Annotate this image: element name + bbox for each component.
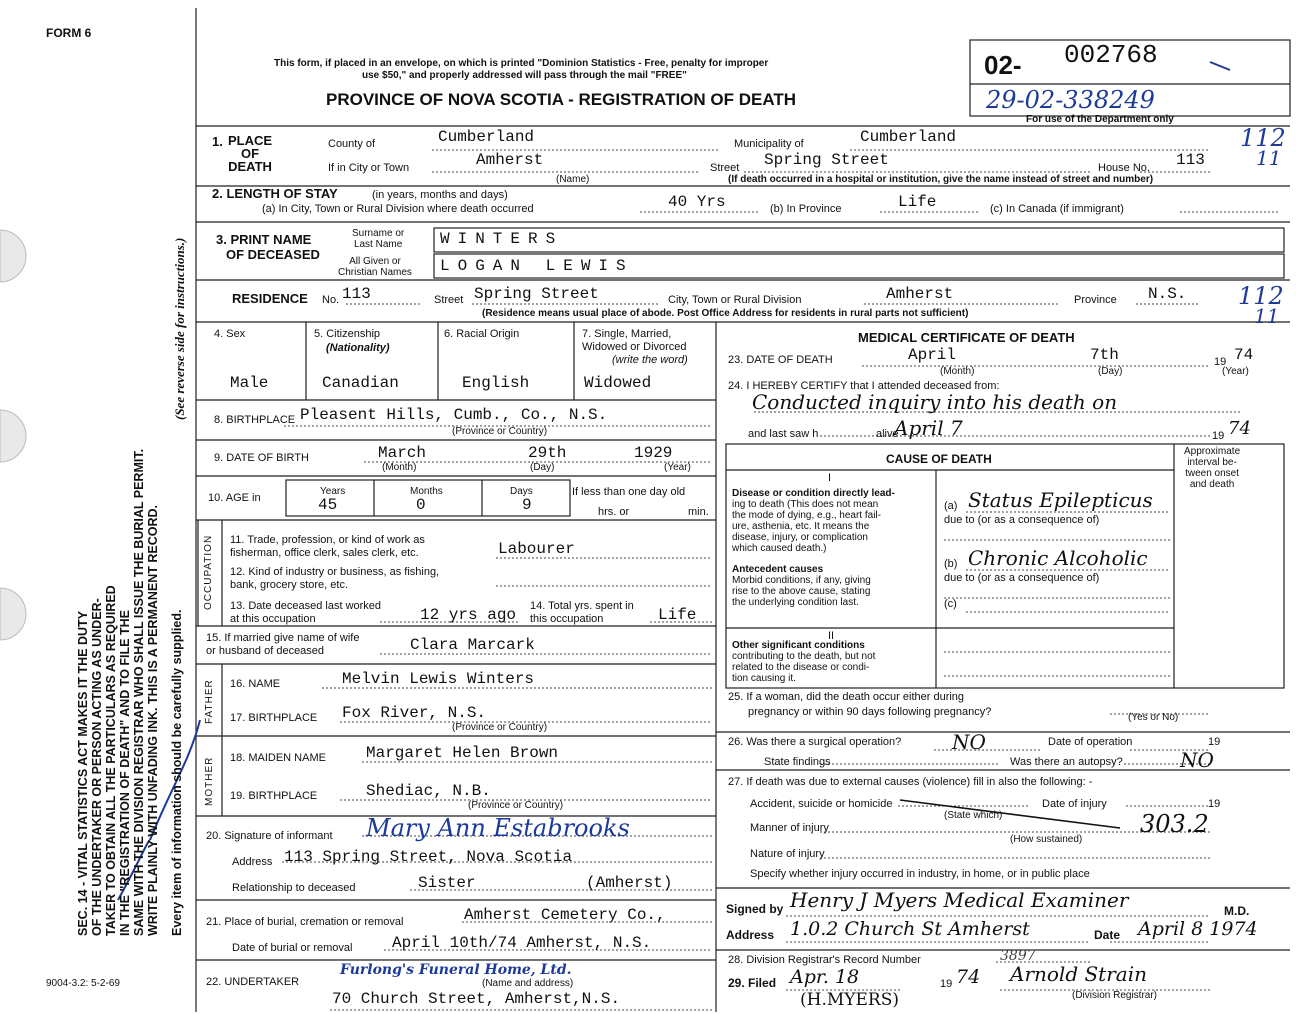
- racial-label: 6. Racial Origin: [444, 328, 520, 340]
- birthplace-hint: (Province or Country): [452, 426, 548, 437]
- reg-handwritten: 29-02-338249: [986, 86, 1155, 114]
- sec14-notice: SEC. 14 - VITAL STATISTICS ACT MAKES IT THE DUTY OF THE UNDERTAKER OR PERSON ACTING AS UNDER- TAKER TO OBTAIN ALL THE PARTICULARS AS REQUIRED IN THE "REGISTRATION OF DEATH" AND TO FILE THE SAME WITH THE DIVISION REGISTRAR WHO SHALL ISSUE THE BURIAL PERMIT. WRITE PLAINLY WITH UNFADING INK. THIS IS A PERMANENT RECORD.: [76, 448, 160, 936]
- sex-value: Male: [230, 374, 269, 392]
- autopsy-value: NO: [1180, 748, 1214, 772]
- given-label: All Given or Christian Names: [338, 256, 412, 278]
- accident-label: Accident, suicide or homicide: [750, 798, 893, 810]
- undertaker-hint: (Name and address): [482, 978, 574, 989]
- address-value: 1.0.2 Church St Amherst: [790, 918, 1030, 940]
- q27-label: 27. If death was due to external causes (violence) fill in also the following: -: [728, 776, 1093, 788]
- birthplace-value: Pleasent Hills, Cumb., Co., N.S.: [300, 406, 608, 424]
- injury-date-label: Date of injury: [1042, 798, 1107, 810]
- reg-prefix: 02-: [984, 50, 1022, 80]
- given-value: LOGAN LEWIS: [440, 257, 634, 275]
- informant-sig-label: 20. Signature of informant: [206, 830, 333, 842]
- last-saw-value: April 7: [894, 416, 963, 440]
- nature-label: Nature of injury: [750, 848, 825, 860]
- county-label: County of: [328, 138, 376, 150]
- q26-value: NO: [952, 730, 986, 754]
- res-street-label: Street: [434, 294, 464, 306]
- spouse-value: Clara Marcark: [410, 636, 535, 654]
- dod-month: April: [908, 346, 957, 364]
- street-label: Street: [710, 162, 740, 174]
- city-value: Amherst: [476, 151, 544, 169]
- every-item-notice: Every item of information should be carefully supplied.: [170, 609, 184, 936]
- res-city-value: Amherst: [886, 285, 954, 303]
- father-bp-value: Fox River, N.S.: [342, 704, 487, 722]
- citizenship-value: Canadian: [322, 374, 399, 392]
- burial-place-value: Amherst Cemetery Co.,: [464, 906, 666, 924]
- burial-date-label: Date of burial or removal: [232, 942, 353, 954]
- marital-label: 7. Single, Married, Widowed or Divorced (write the word): [582, 328, 688, 366]
- part-2-label: II: [828, 630, 835, 642]
- stay-b-label: (b) In Province: [770, 203, 842, 215]
- cause-title: CAUSE OF DEATH: [886, 452, 992, 466]
- op-date-label: Date of operation: [1048, 736, 1133, 748]
- stay-label: 2. LENGTH OF STAY: [212, 186, 338, 201]
- alive-label: alive: [876, 428, 899, 440]
- burial-date-value: April 10th/74 Amherst, N.S.: [392, 934, 652, 952]
- father-side: FATHER: [204, 679, 215, 724]
- citizenship-label: 5. Citizenship: [314, 328, 381, 340]
- antecedent-label: Antecedent causes Morbid conditions, if any, giving rise to the above cause, stating the underlying condition last.: [732, 564, 871, 608]
- city-label: If in City or Town: [328, 162, 410, 174]
- hmyers-note: (H.MYERS): [800, 990, 899, 1010]
- code-3: 112: [1238, 282, 1284, 310]
- res-prov-value: N.S.: [1148, 285, 1187, 303]
- informant-addr-value: 113 Spring Street, Nova Scotia: [284, 848, 573, 866]
- place-label: PLACE OF DEATH: [228, 133, 273, 174]
- disease-label: Disease or condition directly lead- ing to death (This does not mean the mode of dying, e.g., heart fail- ure, asthenia, etc. It means the disease, injury, or complication which caused death.): [732, 488, 895, 554]
- occupation-side: OCCUPATION: [203, 534, 214, 610]
- certify-value: Conducted inquiry into his death on: [752, 390, 1118, 414]
- undertaker-label: 22. UNDERTAKER: [206, 976, 300, 988]
- other-label: Other significant conditions contributing to the death, but not related to the disease or condi- tion causing it.: [732, 640, 876, 684]
- res-street-value: Spring Street: [474, 285, 599, 303]
- registrar-signature: Arnold Strain: [1010, 962, 1147, 986]
- informant-rel-label: Relationship to deceased: [232, 882, 356, 894]
- code-1: 112: [1240, 124, 1286, 152]
- mother-name-value: Margaret Helen Brown: [366, 744, 559, 762]
- dod-year-hint: (Year): [1222, 366, 1249, 377]
- specify-label: Specify whether injury occurred in industry, in home, or in public place: [750, 868, 1090, 880]
- notice-line-1: This form, if placed in an envelope, on which is printed "Dominion Statistics - Free, penalty for improper: [274, 58, 769, 69]
- age-label: 10. AGE in: [208, 492, 261, 504]
- cause-a-label: (a): [944, 500, 958, 512]
- code-2: 11: [1256, 146, 1282, 170]
- filed-value: Apr. 18: [790, 966, 860, 988]
- place-num: 1.: [212, 134, 223, 149]
- stay-a-label: (a) In City, Town or Rural Division where death occurred: [262, 203, 534, 215]
- trade-value: Labourer: [498, 540, 575, 558]
- part-1-label: I: [828, 472, 832, 484]
- form-number: FORM 6: [46, 26, 92, 40]
- father-name-value: Melvin Lewis Winters: [342, 670, 535, 688]
- last-saw-label: and last saw h: [748, 428, 819, 440]
- surname-label: Surname or Last Name: [352, 228, 405, 250]
- marital-value: Widowed: [584, 374, 652, 392]
- mother-bp-value: Shediac, N.B.: [366, 782, 491, 800]
- lt-day-label: If less than one day old: [572, 486, 686, 498]
- dob-label: 9. DATE OF BIRTH: [214, 452, 309, 464]
- q28-label: 28. Division Registrar's Record Number: [728, 954, 921, 966]
- address-label: Address: [726, 928, 775, 942]
- age-years: 45: [318, 496, 338, 514]
- date-label: Date: [1094, 928, 1121, 942]
- filed-century: 19: [940, 978, 953, 990]
- stay-b-value: Life: [898, 193, 937, 211]
- burial-place-label: 21. Place of burial, cremation or removal: [206, 916, 404, 928]
- due-label-b: due to (or as a consequence of): [944, 572, 1100, 584]
- dob-month-hint: (Month): [382, 462, 417, 473]
- notice-line-2: use $50," and properly addressed will pass through the mail "FREE": [362, 70, 687, 81]
- name-label: 3. PRINT NAME OF DECEASED: [216, 232, 320, 262]
- industry-label: 12. Kind of industry or business, as fishing, bank, grocery store, etc.: [230, 566, 440, 591]
- res-prov-label: Province: [1074, 294, 1117, 306]
- interval-label: Approximate interval be- tween onset and death: [1184, 446, 1241, 490]
- how-sustained-hint: (How sustained): [1010, 834, 1083, 845]
- cause-a-value: Status Epilepticus: [968, 488, 1153, 512]
- sex-label: 4. Sex: [214, 328, 246, 340]
- stay-a-value: 40 Yrs: [668, 193, 726, 211]
- father-name-label: 16. NAME: [230, 678, 281, 690]
- page-title: PROVINCE OF NOVA SCOTIA - REGISTRATION OF DEATH: [326, 90, 797, 109]
- dod-day: 7th: [1090, 346, 1119, 364]
- father-bp-hint: (Province or Country): [452, 722, 548, 733]
- undertaker-stamp: Furlong's Funeral Home, Ltd.: [340, 962, 572, 978]
- county-value: Cumberland: [438, 128, 535, 146]
- days-label: Days: [510, 486, 533, 497]
- filed-year: 74: [956, 966, 981, 988]
- medical-title: MEDICAL CERTIFICATE OF DEATH: [858, 330, 1075, 345]
- dob-month: March: [378, 444, 427, 462]
- trade-label: 11. Trade, profession, or kind of work as fisherman, office clerk, sales clerk, etc.: [230, 534, 425, 559]
- residence-note: (Residence means usual place of abode. Post Office Address for residents in rural parts not sufficient): [482, 308, 969, 319]
- res-city-label: City, Town or Rural Division: [668, 294, 802, 306]
- stay-unit-hint: (in years, months and days): [372, 189, 508, 201]
- res-no-label: No.: [322, 294, 340, 306]
- yes-no-hint: (Yes or No): [1128, 712, 1179, 723]
- last-saw-century: 19: [1212, 430, 1225, 442]
- father-bp-label: 17. BIRTHPLACE: [230, 712, 318, 724]
- street-value: Spring Street: [764, 151, 889, 169]
- cause-c-label: (c): [944, 598, 957, 610]
- certify-label: 24. I HEREBY CERTIFY that I attended deceased from:: [728, 380, 1000, 392]
- q28-value: 3897: [1000, 948, 1036, 964]
- dod-label: 23. DATE OF DEATH: [728, 354, 833, 366]
- dob-year: 1929: [634, 444, 673, 462]
- informant-rel-extra: (Amherst): [586, 874, 673, 892]
- municipality-value: Cumberland: [860, 128, 957, 146]
- res-no-value: 113: [342, 285, 371, 303]
- min-label: min.: [688, 506, 709, 518]
- dod-year: 74: [1234, 346, 1254, 364]
- see-reverse-note: (See reverse side for instructions.): [172, 237, 187, 420]
- signed-value: Henry J Myers Medical Examiner: [790, 888, 1129, 912]
- reg-number: 002768: [1064, 40, 1158, 70]
- dod-month-hint: (Month): [940, 366, 975, 377]
- q26-label: 26. Was there a surgical operation?: [728, 736, 902, 748]
- date-value: April 8 1974: [1138, 918, 1258, 940]
- months-label: Months: [410, 486, 443, 497]
- state-which-hint: (State which): [944, 810, 1003, 821]
- op-century: 19: [1208, 736, 1221, 748]
- citizenship-hint: (Nationality): [326, 342, 390, 354]
- signed-label: Signed by: [726, 902, 784, 916]
- due-label-a: due to (or as a consequence of): [944, 514, 1100, 526]
- dob-year-hint: (Year): [664, 462, 691, 473]
- spouse-label: 15. If married give name of wife or husband of deceased: [206, 632, 360, 657]
- findings-label: State findings: [764, 756, 831, 768]
- dob-day: 29th: [528, 444, 567, 462]
- total-value: Life: [658, 606, 697, 624]
- print-code: 9004-3.2: 5-2-69: [46, 978, 120, 989]
- informant-signature: Mary Ann Estabrooks: [366, 814, 630, 842]
- hrs-label: hrs. or: [598, 506, 630, 518]
- racial-value: English: [462, 374, 530, 392]
- age-days: 9: [522, 496, 532, 514]
- house-label: House No.: [1098, 162, 1150, 174]
- house-value: 113: [1176, 151, 1205, 169]
- informant-addr-label: Address: [232, 856, 273, 868]
- municipality-label: Municipality of: [734, 138, 804, 150]
- autopsy-label: Was there an autopsy?: [1010, 756, 1123, 768]
- hospital-note: (If death occurred in a hospital or institution, give the name instead of street and number): [728, 174, 1154, 185]
- birthplace-label: 8. BIRTHPLACE: [214, 414, 296, 426]
- total-label: 14. Total yrs. spent in this occupation: [530, 600, 634, 625]
- informant-rel-value: Sister: [418, 874, 476, 892]
- age-months: 0: [416, 496, 426, 514]
- years-label: Years: [320, 486, 346, 497]
- manner-label: Manner of injury: [750, 822, 829, 834]
- md-label: M.D.: [1224, 904, 1250, 918]
- mother-bp-label: 19. BIRTHPLACE: [230, 790, 318, 802]
- injury-century: 19: [1208, 798, 1221, 810]
- dod-day-hint: (Day): [1098, 366, 1123, 377]
- name-hint: (Name): [556, 174, 590, 185]
- mother-bp-hint: (Province or Country): [468, 800, 564, 811]
- surname-value: WINTERS: [440, 230, 564, 248]
- dod-century: 19: [1214, 356, 1227, 368]
- dob-day-hint: (Day): [530, 462, 555, 473]
- mother-name-label: 18. MAIDEN NAME: [230, 752, 326, 764]
- cause-b-label: (b): [944, 558, 958, 570]
- q29-label: 29. Filed: [728, 976, 777, 990]
- last-worked-label: 13. Date deceased last worked at this occupation: [230, 600, 382, 625]
- registrar-hint: (Division Registrar): [1072, 990, 1158, 1001]
- undertaker-addr: 70 Church Street, Amherst,N.S.: [332, 990, 621, 1008]
- q25-label: 25. If a woman, did the death occur either during pregnancy or within 90 days following pregnancy?: [728, 691, 992, 718]
- last-saw-year: 74: [1228, 418, 1251, 439]
- residence-label: RESIDENCE: [232, 291, 308, 306]
- last-worked-value: 12 yrs ago: [420, 606, 517, 624]
- dept-use-label: For use of the Department only: [1026, 114, 1174, 125]
- mother-side: MOTHER: [204, 756, 215, 806]
- cause-code: 303.2: [1140, 810, 1209, 838]
- cause-b-value: Chronic Alcoholic: [968, 546, 1148, 570]
- code-4: 11: [1254, 304, 1280, 328]
- stay-c-label: (c) In Canada (if immigrant): [990, 203, 1124, 215]
